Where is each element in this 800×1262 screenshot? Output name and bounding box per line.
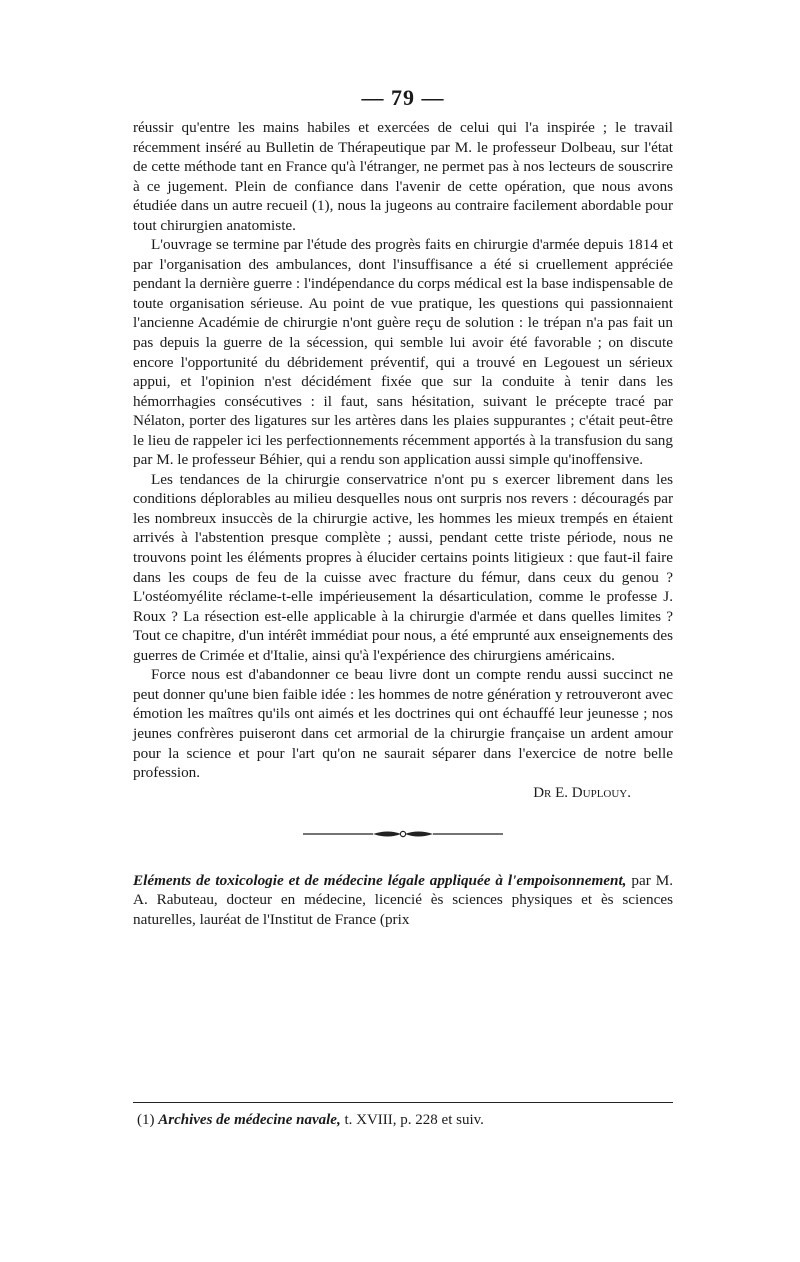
document-page bbox=[133, 85, 674, 1128]
page-number: — 79 — bbox=[361, 85, 445, 110]
review-book-title: Eléments de toxicologie et de médecine légale appliquée à l'empoisonnement, bbox=[133, 871, 627, 889]
author-signature: Dr E. Duplouy. bbox=[533, 784, 631, 801]
review-book-details: par M. A. Rabuteau, docteur en médecine, licencié ès sciences physiques et ès sciences naturelles, lauréat de l'Institut de France (prix bbox=[133, 871, 673, 928]
footnote bbox=[137, 1110, 673, 1130]
paragraph-3: Les tendances de la chirurgie conservatrice n'ont pu s exercer librement dans les conditions déplorables au milieu desquelles nous ont surpris nos revers : découragés par les nombreux insuccès de la chirurgie active, les hommes les mieux trempés en étaient arrivés à l'abstention presque complète ; aussi, pendant cette triste période, nous ne trouvons point les éléments propres à élucider certains points litigieux : que faut-il faire dans les coups de feu de la cuisse avec fracture du fémur, dans ceux du genou ? L'ostéomyélite réclame-t-elle impérieusement la désarticulation, comme le professe J. Roux ? La résection est-elle applicable à la chirurgie d'armée et dans quelles limites ? Tout ce chapitre, d'un intérêt immédiat pour nous, a été emprunté aux enseignements des guerres de Crimée et d'Italie, ainsi qu'à l'expérience des chirurgiens américains. bbox=[133, 470, 673, 664]
paragraph-2: L'ouvrage se termine par l'étude des progrès faits en chirurgie d'armée depuis 1814 et par l'organisation des ambulances, dont l'insuffisance a été si cruellement appréciée pendant la dernière guerre : l'indépendance du corps médical est la base indispensable de toute organisation sérieuse. Au point de vue pratique, les questions qui passionnaient l'ancienne Académie de chirurgie n'ont guère reçu de solution : le trépan n'a pas fait un pas depuis la guerre de la sécession, qui semble lui avoir été favorable ; on discute encore l'opportunité du débridement préventif, qui a trouvé en Legouest un sérieux appui, et l'opinion n'est décidément fixée que sur la conduite à tenir dans les hémorrhagies consécutives : il faut, sans hésitation, suivant le précepte tracé par Nélaton, porter des ligatures sur les artères dans les plaies suppurantes ; c'était peut-être le lieu de rappeler ici les perfectionnements récemment apportés à la transfusion du sang par M. le professeur Béhier, qui a rendu son application aussi simple qu'inoffensive. bbox=[133, 236, 673, 469]
paragraph-1: réussir qu'entre les mains habiles et exercées de celui qui l'a inspirée ; le travail récemment inséré au Bulletin de Thérapeutique par M. le professeur Dolbeau, sur l'état de cette méthode tant en France qu'à l'étranger, ne permet pas à nos lecteurs de souscrire à ce jugement. Plein de confiance dans l'avenir de cette opération, que nous avons étudiée dans un autre recueil (1), nous la jugeons au contraire facilement abordable pour tout chirurgien anatomiste. bbox=[133, 119, 673, 234]
footnote-rule bbox=[133, 1102, 673, 1103]
article-body bbox=[133, 118, 673, 783]
footnote-reference: t. XVIII, p. 228 et suiv. bbox=[340, 1112, 484, 1128]
ornamental-divider bbox=[303, 827, 503, 841]
paragraph-4: Force nous est d'abandonner ce beau livre dont un compte rendu aussi succinct ne peut donner qu'une bien faible idée : les hommes de notre génération y retrouveront avec émotion les maîtres qu'ils ont aimés et les doctrines qui ont échauffé leur jeunesse ; nos jeunes confrères puiseront dans cet armorial de la chirurgie française un ardent amour pour la science et pour l'art qu'on ne saurait séparer dans l'exercice de notre belle profession. bbox=[133, 666, 674, 782]
footnote-title: Archives de médecine navale, bbox=[158, 1112, 341, 1128]
review-heading bbox=[133, 871, 673, 930]
footnote-marker: (1) bbox=[137, 1112, 155, 1128]
